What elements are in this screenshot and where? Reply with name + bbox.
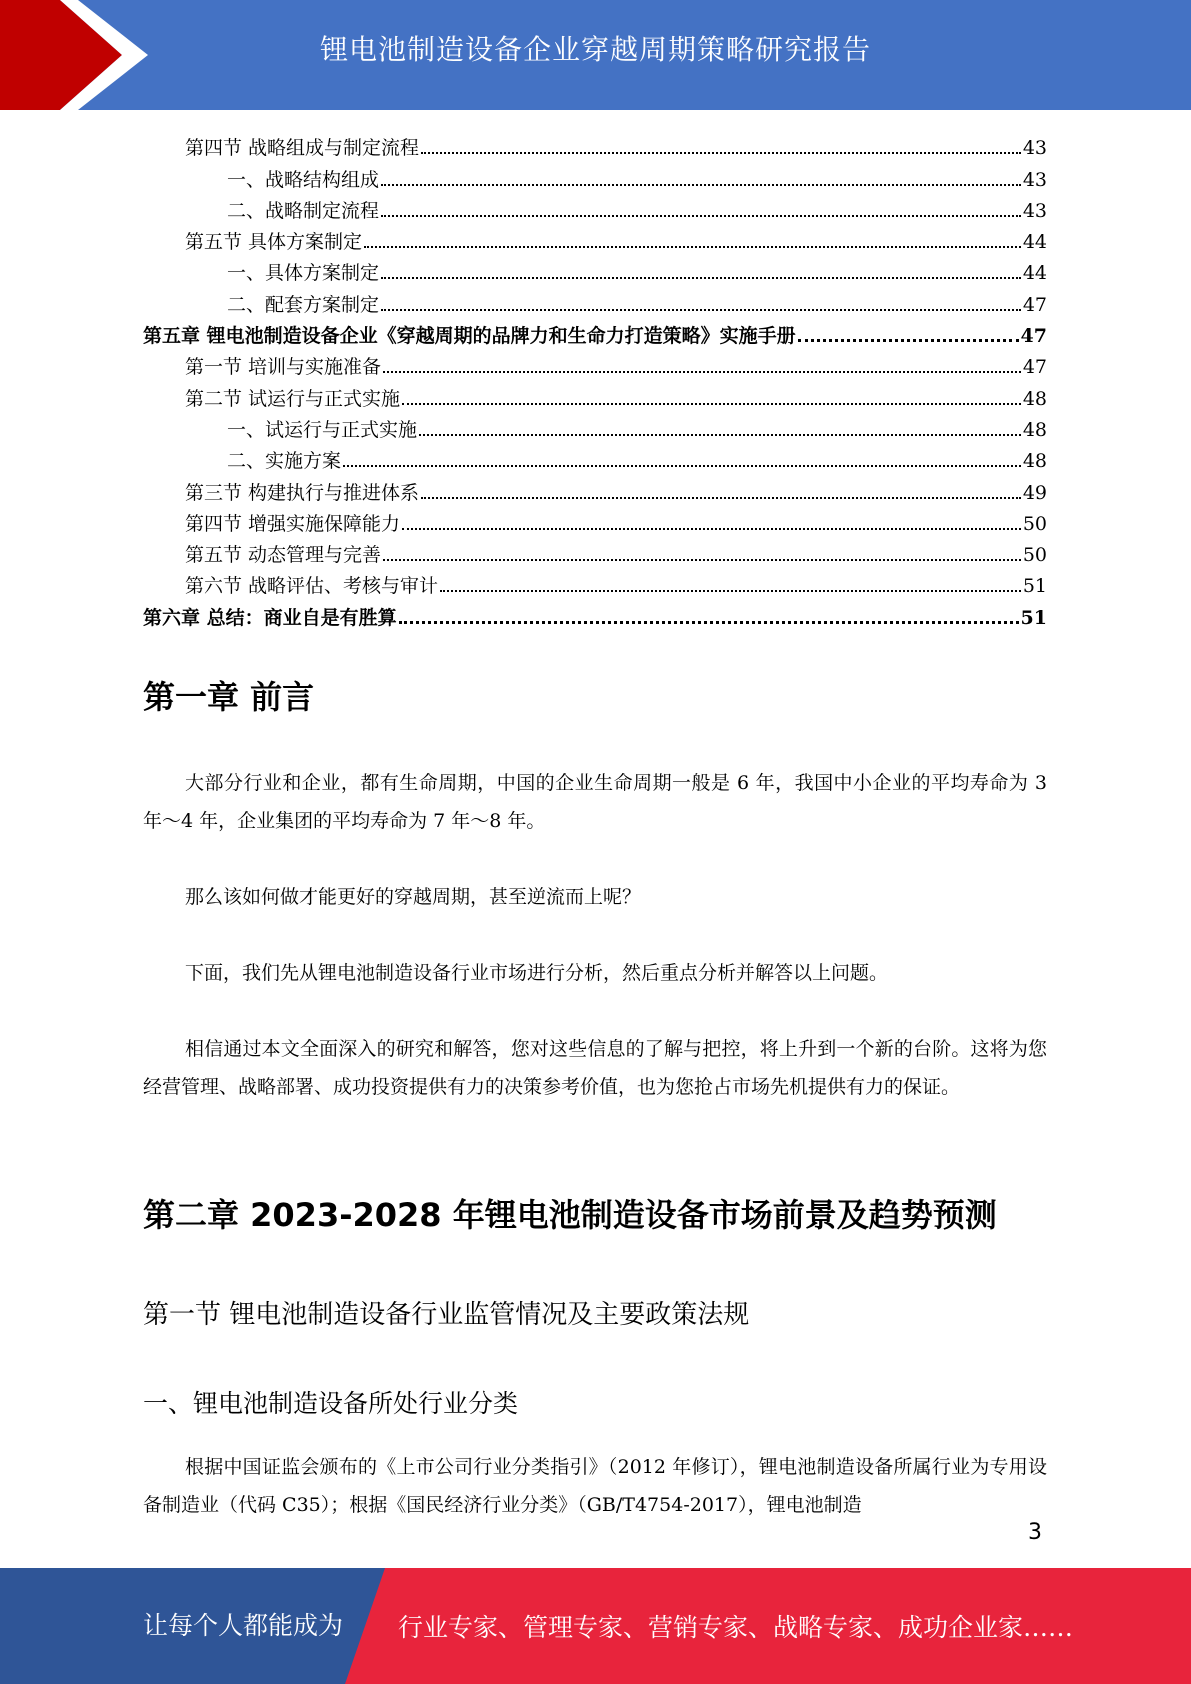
- footer-slogan-left: 让每个人都能成为: [143, 1611, 344, 1640]
- toc-entry[interactable]: [143, 504, 1047, 535]
- table-of-contents: [143, 128, 1047, 629]
- toc-entry-page: 51: [1022, 575, 1047, 598]
- chapter1-paragraph-2: 那么该如何做才能更好的穿越周期，甚至逆流而上呢？: [185, 886, 642, 908]
- toc-entry[interactable]: [143, 191, 1047, 222]
- section1-title: 第一节 锂电池制造设备行业监管情况及主要政策法规: [143, 1300, 750, 1330]
- toc-entry-page: 43: [1022, 168, 1047, 191]
- page-footer: [0, 1568, 1191, 1684]
- toc-leader-dots: [364, 245, 1021, 248]
- toc-leader-dots: [419, 433, 1021, 436]
- toc-leader-dots: [402, 527, 1021, 530]
- toc-entry-label: 第五章 锂电池制造设备企业《穿越周期的品牌力和生命力打造策略》实施手册: [143, 325, 796, 348]
- toc-entry[interactable]: [143, 410, 1047, 441]
- toc-entry[interactable]: [143, 284, 1047, 315]
- toc-leader-dots: [381, 308, 1021, 311]
- toc-leader-dots: [383, 558, 1021, 561]
- toc-leader-dots: [421, 496, 1021, 499]
- toc-entry-label: 一、战略结构组成: [227, 168, 380, 191]
- toc-leader-dots: [440, 589, 1021, 592]
- toc-leader-dots: [343, 464, 1021, 467]
- toc-entry[interactable]: [143, 159, 1047, 190]
- toc-entry[interactable]: [143, 253, 1047, 284]
- toc-entry[interactable]: [143, 128, 1047, 159]
- toc-entry[interactable]: [143, 597, 1047, 628]
- toc-entry-page: 43: [1022, 137, 1047, 160]
- toc-entry-page: 47: [1022, 356, 1047, 379]
- toc-leader-dots: [399, 620, 1019, 624]
- toc-entry-page: 43: [1022, 199, 1047, 222]
- toc-entry-page: 48: [1022, 387, 1047, 410]
- toc-entry-label: 一、试运行与正式实施: [227, 418, 418, 441]
- toc-entry-page: 47: [1020, 325, 1047, 348]
- toc-entry-label: 二、配套方案制定: [227, 293, 380, 316]
- toc-entry-label: 第六章 总结：商业自是有胜算: [143, 606, 397, 629]
- page-header: [0, 0, 1191, 110]
- chapter1-paragraph-4: 相信通过本文全面深入的研究和解答，您对这些信息的了解与把控，将上升到一个新的台阶。这将为您经营管理、战略部署、成功投资提供有力的决策参考价值，也为您抢占市场先机提供有力的保证。: [143, 1038, 1047, 1098]
- subsection1-paragraph: 根据中国证监会颁布的《上市公司行业分类指引》（2012 年修订），锂电池制造设备所属行业为专用设备制造业（代码 C35）；根据《国民经济行业分类》（GB/T4754-2017），锂电池制造: [143, 1456, 1047, 1516]
- toc-entry-label: 第一节 培训与实施准备: [185, 356, 382, 379]
- toc-leader-dots: [383, 370, 1021, 373]
- toc-leader-dots: [381, 214, 1021, 217]
- toc-entry[interactable]: [143, 472, 1047, 503]
- toc-entry-label: 第四节 战略组成与制定流程: [185, 137, 420, 160]
- toc-entry-page: 50: [1022, 512, 1047, 535]
- toc-leader-dots: [421, 151, 1021, 154]
- toc-leader-dots: [381, 276, 1021, 279]
- toc-entry-label: 二、战略制定流程: [227, 199, 380, 222]
- footer-slogan-right: 行业专家、管理专家、营销专家、战略专家、成功企业家……: [398, 1613, 1074, 1642]
- toc-leader-dots: [381, 183, 1021, 186]
- toc-entry[interactable]: [143, 316, 1047, 347]
- toc-entry[interactable]: [143, 347, 1047, 378]
- chapter1-paragraph-1: 大部分行业和企业，都有生命周期，中国的企业生命周期一般是 6 年，我国中小企业的平均寿命为 3 年～4 年，企业集团的平均寿命为 7 年～8 年。: [143, 772, 1047, 832]
- page-number: 3: [1028, 1520, 1042, 1545]
- toc-entry[interactable]: [143, 222, 1047, 253]
- chapter1-title: 第一章 前言: [143, 678, 315, 716]
- chapter2-title: 第二章 2023-2028 年锂电池制造设备市场前景及趋势预测: [143, 1196, 997, 1234]
- toc-entry-label: 第六节 战略评估、考核与审计: [185, 575, 439, 598]
- toc-entry-label: 第五节 动态管理与完善: [185, 544, 382, 567]
- toc-entry-page: 47: [1022, 293, 1047, 316]
- toc-entry-label: 第二节 试运行与正式实施: [185, 387, 401, 410]
- toc-entry-label: 二、实施方案: [227, 450, 342, 473]
- toc-entry[interactable]: [143, 535, 1047, 566]
- toc-leader-dots: [402, 402, 1021, 405]
- toc-entry-page: 48: [1022, 418, 1047, 441]
- toc-entry[interactable]: [143, 441, 1047, 472]
- toc-entry[interactable]: [143, 566, 1047, 597]
- toc-entry-page: 50: [1022, 544, 1047, 567]
- toc-entry[interactable]: [143, 378, 1047, 409]
- toc-leader-dots: [798, 338, 1019, 342]
- toc-entry-label: 第五节 具体方案制定: [185, 231, 363, 254]
- toc-entry-page: 44: [1022, 262, 1047, 285]
- toc-entry-label: 第三节 构建执行与推进体系: [185, 481, 420, 504]
- toc-entry-page: 51: [1020, 606, 1047, 629]
- toc-entry-page: 44: [1022, 231, 1047, 254]
- toc-entry-label: 第四节 增强实施保障能力: [185, 512, 401, 535]
- toc-entry-page: 49: [1022, 481, 1047, 504]
- toc-entry-page: 48: [1022, 450, 1047, 473]
- report-title: 锂电池制造设备企业穿越周期策略研究报告: [320, 33, 872, 66]
- toc-entry-label: 一、具体方案制定: [227, 262, 380, 285]
- chapter1-paragraph-3: 下面，我们先从锂电池制造设备行业市场进行分析，然后重点分析并解答以上问题。: [185, 962, 889, 984]
- subsection1-title: 一、锂电池制造设备所处行业分类: [143, 1389, 519, 1418]
